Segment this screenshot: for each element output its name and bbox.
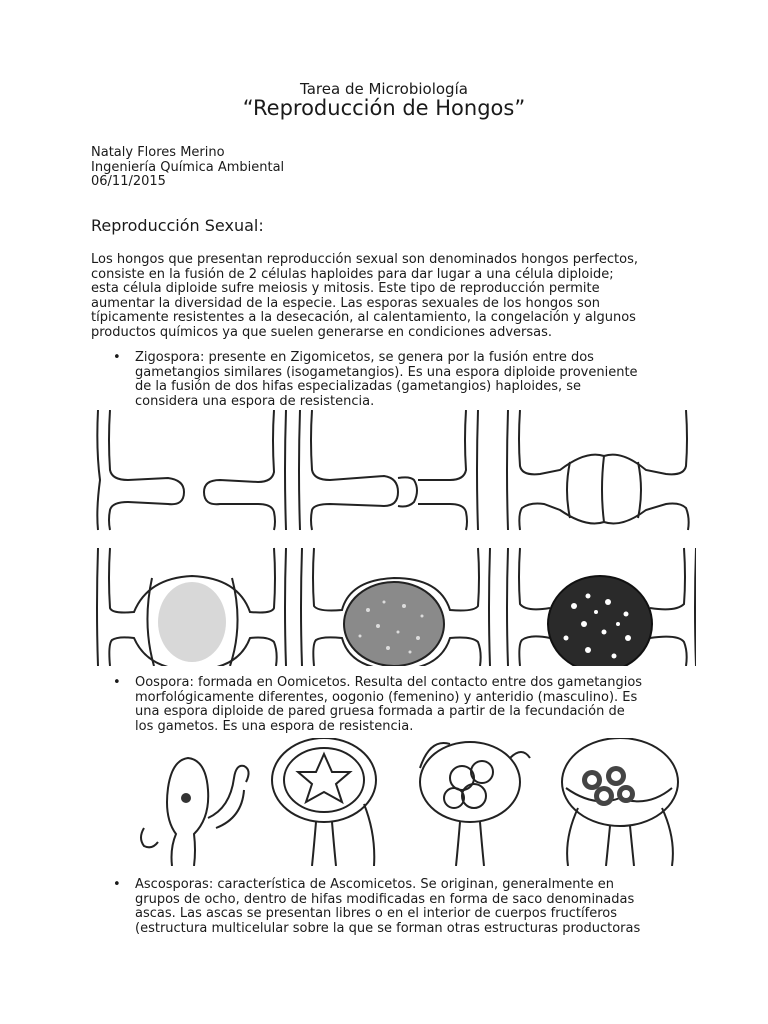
bullet-zigospora xyxy=(135,351,715,409)
author-name: Nataly Flores Merino xyxy=(91,145,225,160)
oospore-illustration xyxy=(134,738,686,866)
author-date: 06/11/2015 xyxy=(91,174,166,189)
oospore-stage-3 xyxy=(420,742,530,866)
course-heading: Tarea de Microbiología xyxy=(300,80,468,98)
paragraph-line: Los hongos que presentan reproducción sexual son denominados hongos perfectos, xyxy=(91,252,638,267)
bullet-line: • Zigospora: presente en Zigomicetos, se genera por la fusión entre dos xyxy=(135,350,594,365)
zygo-panel-3 xyxy=(507,410,696,530)
bullet-line: gametangios similares (isogametangios). Es una espora diploide proveniente xyxy=(135,364,638,380)
paragraph-line: esta célula diploide sufre meiosis y mitosis. Este tipo de reproducción permite xyxy=(91,281,600,296)
paragraph-line: aumentar la diversidad de la especie. Las esporas sexuales de los hongos son xyxy=(91,295,601,311)
oospore-stage-1 xyxy=(141,758,249,866)
intro-paragraph xyxy=(91,253,711,340)
paragraph-line: productos químicos ya que suelen generarse en condiciones adversas. xyxy=(91,324,553,340)
bullet-line: una espora diploide de pared gruesa formada a partir de la fecundación de xyxy=(135,704,625,719)
bullet-oospora xyxy=(135,676,715,734)
bullet-line: considera una espora de resistencia. xyxy=(135,393,375,409)
oospore-stage-2 xyxy=(272,738,376,866)
paragraph-line: típicamente resistentes a la desecación, al calentamiento, la congelación y algunos xyxy=(91,310,636,325)
zygospore-illustration xyxy=(88,410,696,666)
zygo-spore-textures xyxy=(158,576,652,666)
document-title: “Reproducción de Hongos” xyxy=(242,96,526,120)
zygo-panel-2 xyxy=(299,410,478,530)
oospore-stage-4 xyxy=(562,738,678,866)
bullet-line: • Ascosporas: característica de Ascomicetos. Se originan, generalmente en xyxy=(135,877,614,892)
bullet-line: morfológicamente diferentes, oogonio (femenino) y anteridio (masculino). Es xyxy=(135,689,638,705)
author-block xyxy=(91,146,284,190)
section-title: Reproducción Sexual: xyxy=(91,216,264,235)
bullet-line: grupos de ocho, dentro de hifas modificadas en forma de saco denominadas xyxy=(135,891,635,907)
bullet-line: de la fusión de dos hifas especializadas (gametangios) haploides, se xyxy=(135,379,582,394)
author-program: Ingeniería Química Ambiental xyxy=(91,159,285,175)
paragraph-line: consiste en la fusión de 2 células haploides para dar lugar a una célula diploide; xyxy=(91,266,614,282)
bullet-ascosporas xyxy=(135,878,715,936)
bullet-line: los gametos. Es una espora de resistencia. xyxy=(135,718,414,734)
zygo-panel-1 xyxy=(97,410,286,530)
bullet-line: (estructura multicelular sobre la que se forman otras estructuras productoras xyxy=(135,920,641,936)
bullet-line: • Oospora: formada en Oomicetos. Resulta del contacto entre dos gametangios xyxy=(135,675,643,690)
bullet-line: ascas. Las ascas se presentan libres o en el interior de cuerpos fructíferos xyxy=(135,906,617,921)
